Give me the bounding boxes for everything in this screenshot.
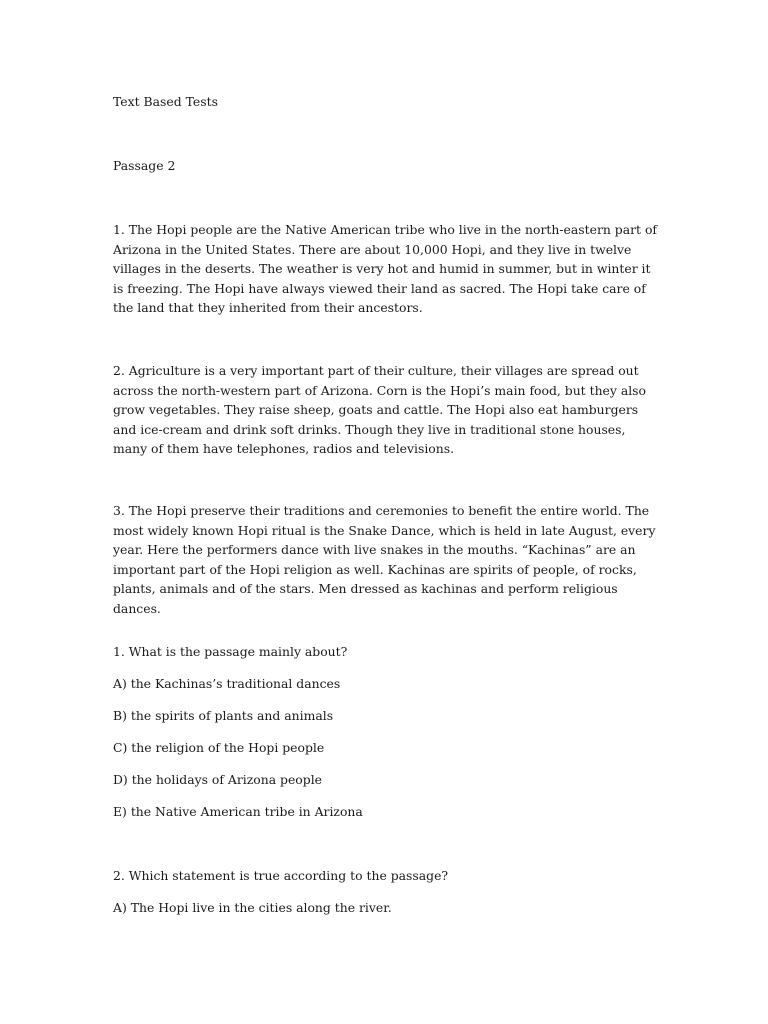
document-page [113, 0, 661, 1024]
passage-label: Passage 2 [113, 158, 176, 173]
question-2-option-a: A) The Hopi live in the cities along the river. [113, 900, 392, 915]
paragraph-2: 2. Agriculture is a very important part of their culture, their villages are spread out across the north-western part of Arizona. Corn is the Hopi’s main food, but they also grow vegetables. They raise sheep, goats and cattle. The Hopi also eat hamburgers and ice-cream and drink soft drinks. Though they live in traditional stone houses, many of them have telephones, radios and televisions. [113, 363, 646, 457]
paragraph-3: 3. The Hopi preserve their traditions and ceremonies to benefit the entire world. The most widely known Hopi ritual is the Snake Dance, which is held in late August, every year. Here the performers dance with live snakes in the mouths. “Kachinas” are an important part of the Hopi religion as well. Kachinas are spirits of people, of rocks, plants, animals and of the stars. Men dressed as kachinas and perform religious dances. [113, 503, 656, 616]
question-2-prompt: 2. Which statement is true according to the passage? [113, 868, 449, 883]
document-title: Text Based Tests [113, 94, 218, 109]
paragraph-1: 1. The Hopi people are the Native American tribe who live in the north-eastern part of Arizona in the United States. There are about 10,000 Hopi, and they live in twelve villages in the deserts. The weather is very hot and humid in summer, but in winter it is freezing. The Hopi have always viewed their land as sacred. The Hopi take care of the land that they inherited from their ancestors. [113, 222, 657, 316]
question-1-option-c: C) the religion of the Hopi people [113, 740, 325, 755]
question-1-option-d: D) the holidays of Arizona people [113, 772, 322, 787]
question-1-prompt: 1. What is the passage mainly about? [113, 644, 348, 659]
question-1-option-a: A) the Kachinas’s traditional dances [113, 676, 341, 691]
question-1-option-e: E) the Native American tribe in Arizona [113, 804, 363, 819]
question-1-option-b: B) the spirits of plants and animals [113, 708, 334, 723]
